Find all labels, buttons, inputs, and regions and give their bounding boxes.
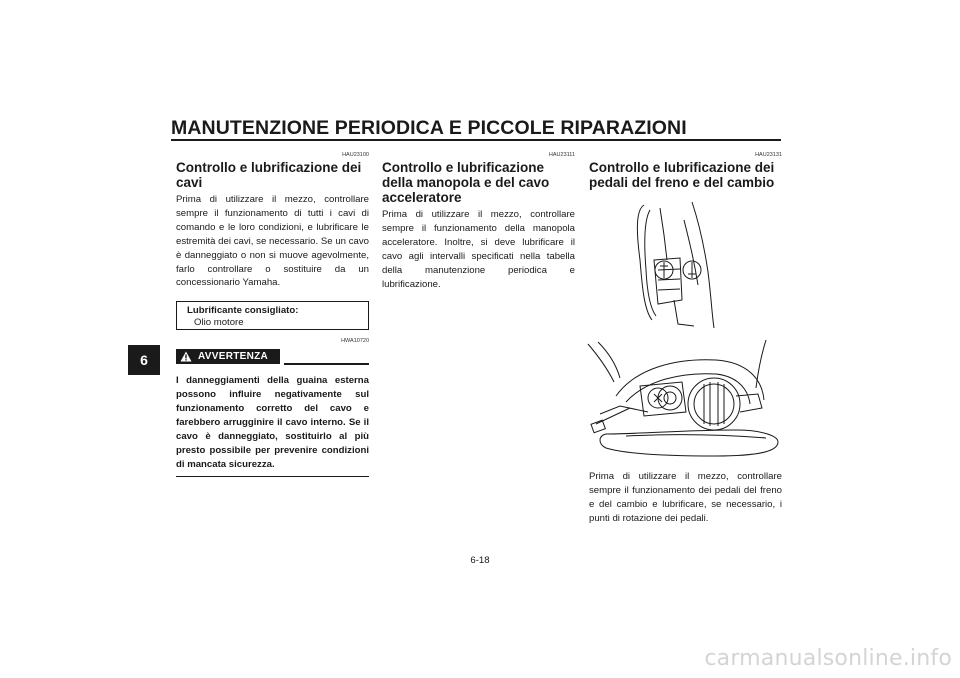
title-rule [171, 139, 781, 141]
page-number: 6-18 [470, 555, 490, 566]
section-body: Prima di utilizzare il mezzo, controllare sempre il funzionamento dei pedali del freno e del cambio e lubrificare, se necessario, i punti di rotazione dei pedali. [589, 471, 782, 524]
warning-triangle-icon [180, 351, 192, 362]
section-code: HAU23131 [755, 152, 782, 158]
warning-rule [284, 363, 369, 365]
warning-bottom-rule [176, 476, 369, 478]
section-code: HAU23111 [548, 152, 575, 158]
column-cables [176, 151, 369, 477]
column-throttle [382, 151, 575, 291]
warning-text: I danneggiamenti della guaina esterna possono influire negativamente sul funzionamento corretto del cavo e farebbero arrugginire il cavo interno. Se il cavo è danneggiato, sostituirlo al più presto possibile per prevenire condizioni di mancata sicurezza. [176, 375, 369, 470]
warning-code: HWA10720 [341, 338, 369, 345]
column-pedals [589, 151, 782, 526]
section-heading: Controllo e lubrificazione della manopola e del cavo acceleratore [382, 160, 550, 205]
warning-header [176, 338, 369, 363]
brake-pedal-illustration [634, 200, 724, 330]
shift-pedal-illustration [586, 338, 782, 464]
lubricant-value: Olio motore [194, 317, 244, 329]
section-heading: Controllo e lubrificazione dei cavi [176, 160, 362, 190]
warning-label [176, 349, 280, 364]
lubricant-box [176, 301, 369, 330]
page-title: MANUTENZIONE PERIODICA E PICCOLE RIPARAZIONI [171, 117, 687, 139]
section-body: Prima di utilizzare il mezzo, controllare sempre il funzionamento della manopola acceleratore. Inoltre, si deve lubrificare il cavo agli intervalli specificati nella tabella della manutenzione periodica e lubrificazione. [382, 209, 575, 290]
lubricant-title: Lubrificante consigliato: [187, 305, 299, 317]
section-heading: Controllo e lubrificazione dei pedali del freno e del cambio [589, 160, 775, 190]
watermark: carmanualsonline.info [704, 646, 952, 671]
section-code: HAU23100 [342, 152, 369, 158]
chapter-tab: 6 [128, 345, 160, 375]
warning-label-text: AVVERTENZA [198, 351, 269, 363]
section-body: Prima di utilizzare il mezzo, controllare sempre il funzionamento di tutti i cavi di comando e le loro condizioni, e lubrificare le estremità dei cavi, se necessario. Se un cavo è danneggiato o non si muove agevolmente, farlo controllare o sostituire da un concessionario Yamaha. [176, 194, 369, 289]
